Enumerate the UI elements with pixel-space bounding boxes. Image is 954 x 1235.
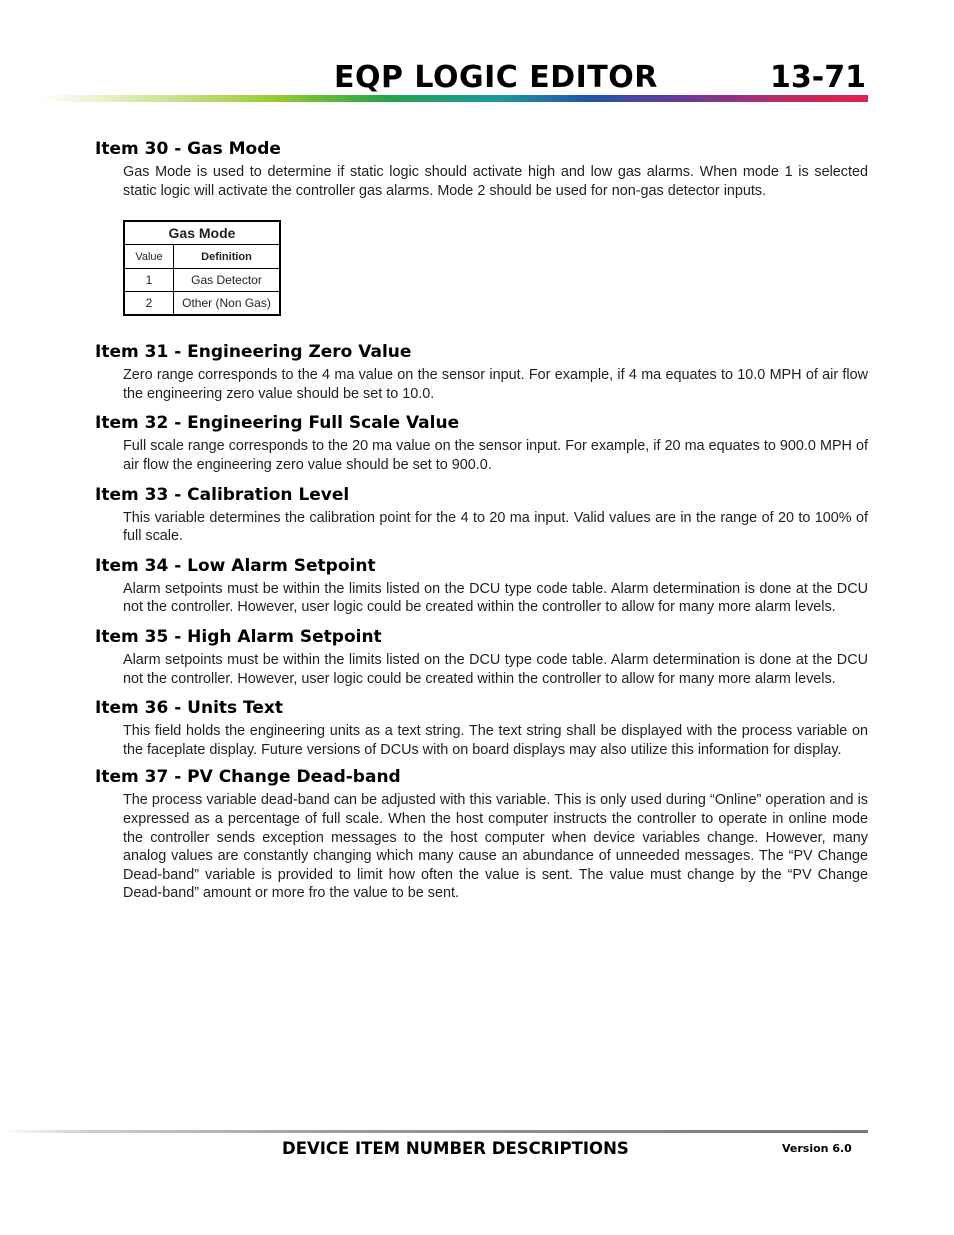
- footer-title: DEVICE ITEM NUMBER DESCRIPTIONS: [282, 1139, 629, 1158]
- column-header-definition: Definition: [174, 245, 281, 269]
- section-heading: Item 31 - Engineering Zero Value: [95, 342, 412, 363]
- section-heading: Item 37 - PV Change Dead-band: [95, 767, 401, 788]
- section-heading: Item 32 - Engineering Full Scale Value: [95, 413, 460, 434]
- gas-mode-table: [123, 220, 281, 316]
- section-body: Zero range corresponds to the 4 ma value on the sensor input. For example, if 4 ma equates to 10.0 MPH of air flow the engineering zero value should be set to 10.0.: [123, 367, 868, 402]
- table-row: [124, 292, 280, 316]
- section-body: Alarm setpoints must be within the limits listed on the DCU type code table. Alarm determination is done at the DCU not the controller. However, user logic could be created within the controller to allow for many more alarm levels.: [123, 651, 868, 687]
- header-gradient-bar: [40, 95, 868, 102]
- section-body: Full scale range corresponds to the 20 ma value on the sensor input. For example, if 20 ma equates to 900.0 MPH of air flow the engineering zero value should be set to 900.0.: [123, 438, 868, 473]
- table-cell-value: 1: [124, 269, 174, 292]
- section-body: This variable determines the calibration point for the 4 to 20 ma input. Valid values are in the range of 20 to 100% of full scale.: [123, 509, 868, 545]
- section-heading: Item 34 - Low Alarm Setpoint: [95, 555, 376, 576]
- section-body: The process variable dead-band can be adjusted with this variable. This is only used during “Online” operation and is expressed as a percentage of full scale. When the host computer instructs the controller to operate in online mode the controller sends exception messages to the host computer when device variables change. However, many analog values are constantly changing which many cause an abundance of unneeded messages. The “PV Change Dead-band” variable is provided to limit how often the value is sent. The value must change by the “PV Change Dead-band” amount or more fro the value to be sent.: [123, 792, 868, 902]
- version-label: Version 6.0: [782, 1142, 852, 1155]
- page-content: [95, 137, 868, 903]
- section-heading: Item 30 - Gas Mode: [95, 139, 281, 159]
- section-heading: Item 33 - Calibration Level: [95, 484, 350, 505]
- table-caption: Gas Mode: [124, 221, 280, 245]
- section-item-34: [95, 554, 868, 617]
- section-heading: Item 35 - High Alarm Setpoint: [95, 626, 382, 647]
- section-item-35: [95, 625, 868, 688]
- column-header-value: Value: [124, 245, 174, 269]
- section-item-36: [95, 696, 868, 759]
- section-item-30: [95, 137, 868, 200]
- section-item-31: [95, 340, 868, 403]
- section-heading: Item 36 - Units Text: [95, 698, 284, 719]
- section-item-37: [95, 765, 868, 903]
- page-number: 13-71: [770, 60, 866, 95]
- section-body: Alarm setpoints must be within the limits listed on the DCU type code table. Alarm determination is done at the DCU not the controller. However, user logic could be created within the controller to allow for many more alarm levels.: [123, 580, 868, 616]
- table-cell-definition: Gas Detector: [174, 269, 281, 292]
- section-item-33: [95, 483, 868, 546]
- section-item-32: [95, 411, 868, 474]
- footer-divider: [0, 1130, 868, 1133]
- page-title: EQP LOGIC EDITOR: [334, 60, 658, 95]
- section-body: This field holds the engineering units as a text string. The text string shall be displayed with the process variable on the faceplate display. Future versions of DCUs with on board displays may also utilize this information for display.: [123, 723, 868, 758]
- table-cell-definition: Other (Non Gas): [174, 292, 281, 316]
- section-body: Gas Mode is used to determine if static logic should activate high and low gas alarms. When mode 1 is selected static logic will activate the controller gas alarms. Mode 2 should be used for non-gas detector inputs.: [123, 164, 868, 199]
- table-cell-value: 2: [124, 292, 174, 316]
- table-row: [124, 269, 280, 292]
